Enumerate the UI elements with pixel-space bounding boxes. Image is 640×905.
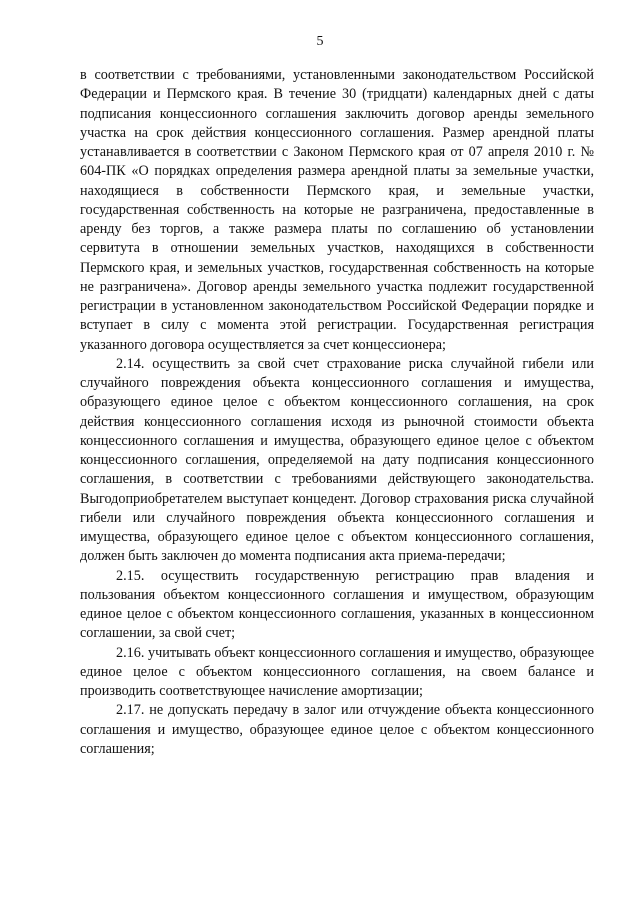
document-body [80,66,594,759]
paragraph-continuation: в соответствии с требованиями, установленными законодательством Российской Федерации и Пермского края. В течение 30 (тридцати) календарных дней с даты подписания концессионного соглашения заключить договор аренды земельного участка на срок действия концессионного соглашения. Размер арендной платы устанавливается в соответствии с Законом Пермского края от 07 апреля 2010 г. № 604-ПК «О порядках определения размера арендной платы за земельные участки, находящиеся в собственности Пермского края, и земельные участки, государственная собственность на которые не разграничена, предоставленные в аренду без торгов, а также размера платы по соглашению об установлении сервитута в отношении земельных участков, находящихся в собственности Пермского края, и земельных участков, государственная собственность на которые не разграничена». Договор аренды земельного участка подлежит государственной регистрации в установленном законодательством Российской Федерации порядке и вступает в силу с момента этой регистрации. Государственная регистрация указанного договора осуществляется за счет концессионера; [80,67,594,353]
page-number: 5 [316,34,324,49]
paragraph-clause-2-15: 2.15. осуществить государственную регистрацию прав владения и пользования объектом концессионного соглашения и имуществом, образующим единое целое с объектом концессионного соглашения, указанных в концессионном соглашении, за свой счет; [80,567,594,642]
paragraph-clause-2-14: 2.14. осуществить за свой счет страхование риска случайной гибели или случайного повреждения объекта концессионного соглашения и имущества, образующего единое целое с объектом концессионного соглашения, на срок действия концессионного соглашения исходя из рыночной стоимости объекта концессионного соглашения и имущества, образующего единое целое с объектом концессионного соглашения, определяемой на дату подписания концессионного соглашения, в соответствии с требованиями действующего законодательства. Выгодоприобретателем выступает концедент. Договор страхования риска случайной гибели или случайного повреждения объекта концессионного соглашения и имущества, образующего единое целое с объектом концессионного соглашения, должен быть заключен до момента подписания акта приема-передачи; [80,355,594,565]
paragraph-clause-2-17: 2.17. не допускать передачу в залог или отчуждение объекта концессионного соглашения и имущество, образующее единое целое с объектом концессионного соглашения; [80,702,594,757]
paragraph-clause-2-16: 2.16. учитывать объект концессионного соглашения и имущество, образующее единое целое с объектом концессионного соглашения, на своем балансе и производить соответствующее начисление амортизации; [80,644,594,699]
